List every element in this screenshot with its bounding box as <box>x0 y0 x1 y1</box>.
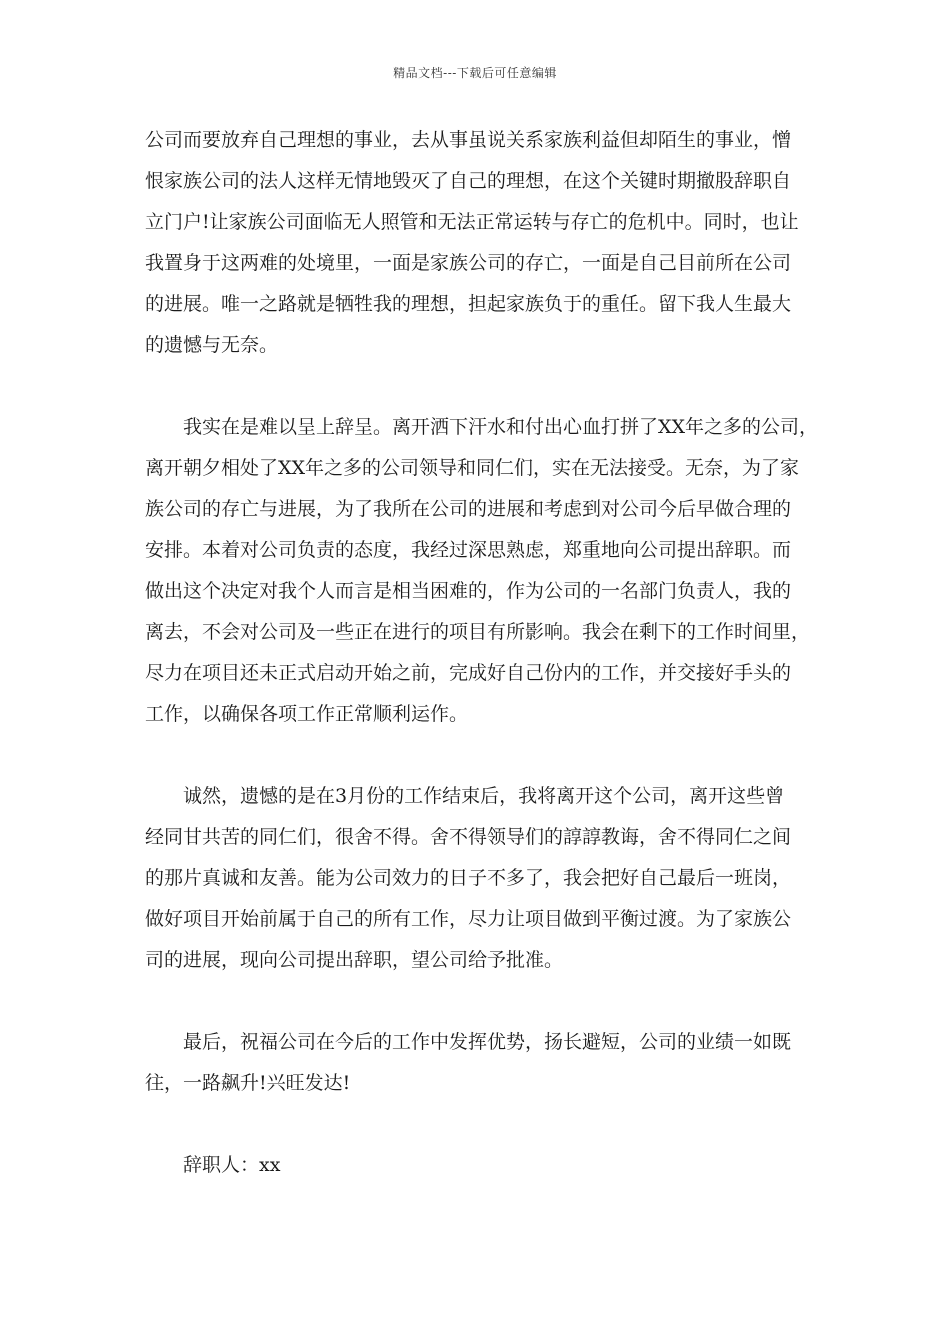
text-line: 的那片真诚和友善。能为公司效力的日子不多了，我会把好自己最后一班岗， <box>145 867 792 889</box>
paragraph-3 <box>145 776 810 981</box>
text-line: 离去，不会对公司及一些正在进行的项目有所影响。我会在剩下的工作时间里， <box>145 621 811 643</box>
text-line: 族公司的存亡与进展，为了我所在公司的进展和考虑到对公司今后早做合理的 <box>145 498 792 520</box>
paragraph-4 <box>145 1022 810 1104</box>
text-line: 立门户!让家族公司面临无人照管和无法正常运转与存亡的危机中。同时，也让 <box>145 211 799 233</box>
text-line: 恨家族公司的法人这样无情地毁灭了自己的理想，在这个关键时期撤股辞职自 <box>145 170 792 192</box>
text-line: 尽力在项目还未正式启动开始之前，完成好自己份内的工作，并交接好手头的 <box>145 662 792 684</box>
text-line: 公司而要放弃自己理想的事业，去从事虽说关系家族利益但却陌生的事业，憎 <box>145 129 792 151</box>
text-line: 做好项目开始前属于自己的所有工作，尽力让项目做到平衡过渡。为了家族公 <box>145 908 792 930</box>
text-line: 离开朝夕相处了XX年之多的公司领导和同仁们，实在无法接受。无奈，为了家 <box>145 457 800 479</box>
text-line: 的进展。唯一之路就是牺牲我的理想，担起家族负于的重任。留下我人生最大 <box>145 293 792 315</box>
text-line: 安排。本着对公司负责的态度，我经过深思熟虑，郑重地向公司提出辞职。而 <box>145 539 792 561</box>
document-body <box>145 120 819 1186</box>
paragraph-1 <box>145 120 810 366</box>
paragraph-2 <box>145 407 819 735</box>
text-line: 做出这个决定对我个人而言是相当困难的，作为公司的一名部门负责人，我的 <box>145 580 792 602</box>
text-line: 往，一路飙升!兴旺发达! <box>145 1072 351 1094</box>
text-line: 我实在是难以呈上辞呈。离开洒下汗水和付出心血打拼了XX年之多的公司， <box>145 416 819 438</box>
text-line: 工作，以确保各项工作正常顺利运作。 <box>145 703 469 725</box>
text-line: 我置身于这两难的处境里，一面是家族公司的存亡，一面是自己目前所在公司 <box>145 252 792 274</box>
text-line: 经同甘共苦的同仁们，很舍不得。舍不得领导们的諄諄教诲，舍不得同仁之间 <box>145 826 792 848</box>
signature-line <box>145 1145 810 1186</box>
text-line: 司的进展，现向公司提出辞职，望公司给予批准。 <box>145 949 564 971</box>
page-header: 精品文档---下载后可任意编辑 <box>393 66 557 80</box>
text-line: 诚然，遗憾的是在3月份的工作结束后，我将离开这个公司，离开这些曾 <box>145 785 785 807</box>
text-line: 辞职人：xx <box>145 1154 281 1176</box>
text-line: 最后，祝福公司在今后的工作中发挥优势，扬长避短，公司的业绩一如既 <box>145 1031 792 1053</box>
text-line: 的遗憾与无奈。 <box>145 334 279 356</box>
